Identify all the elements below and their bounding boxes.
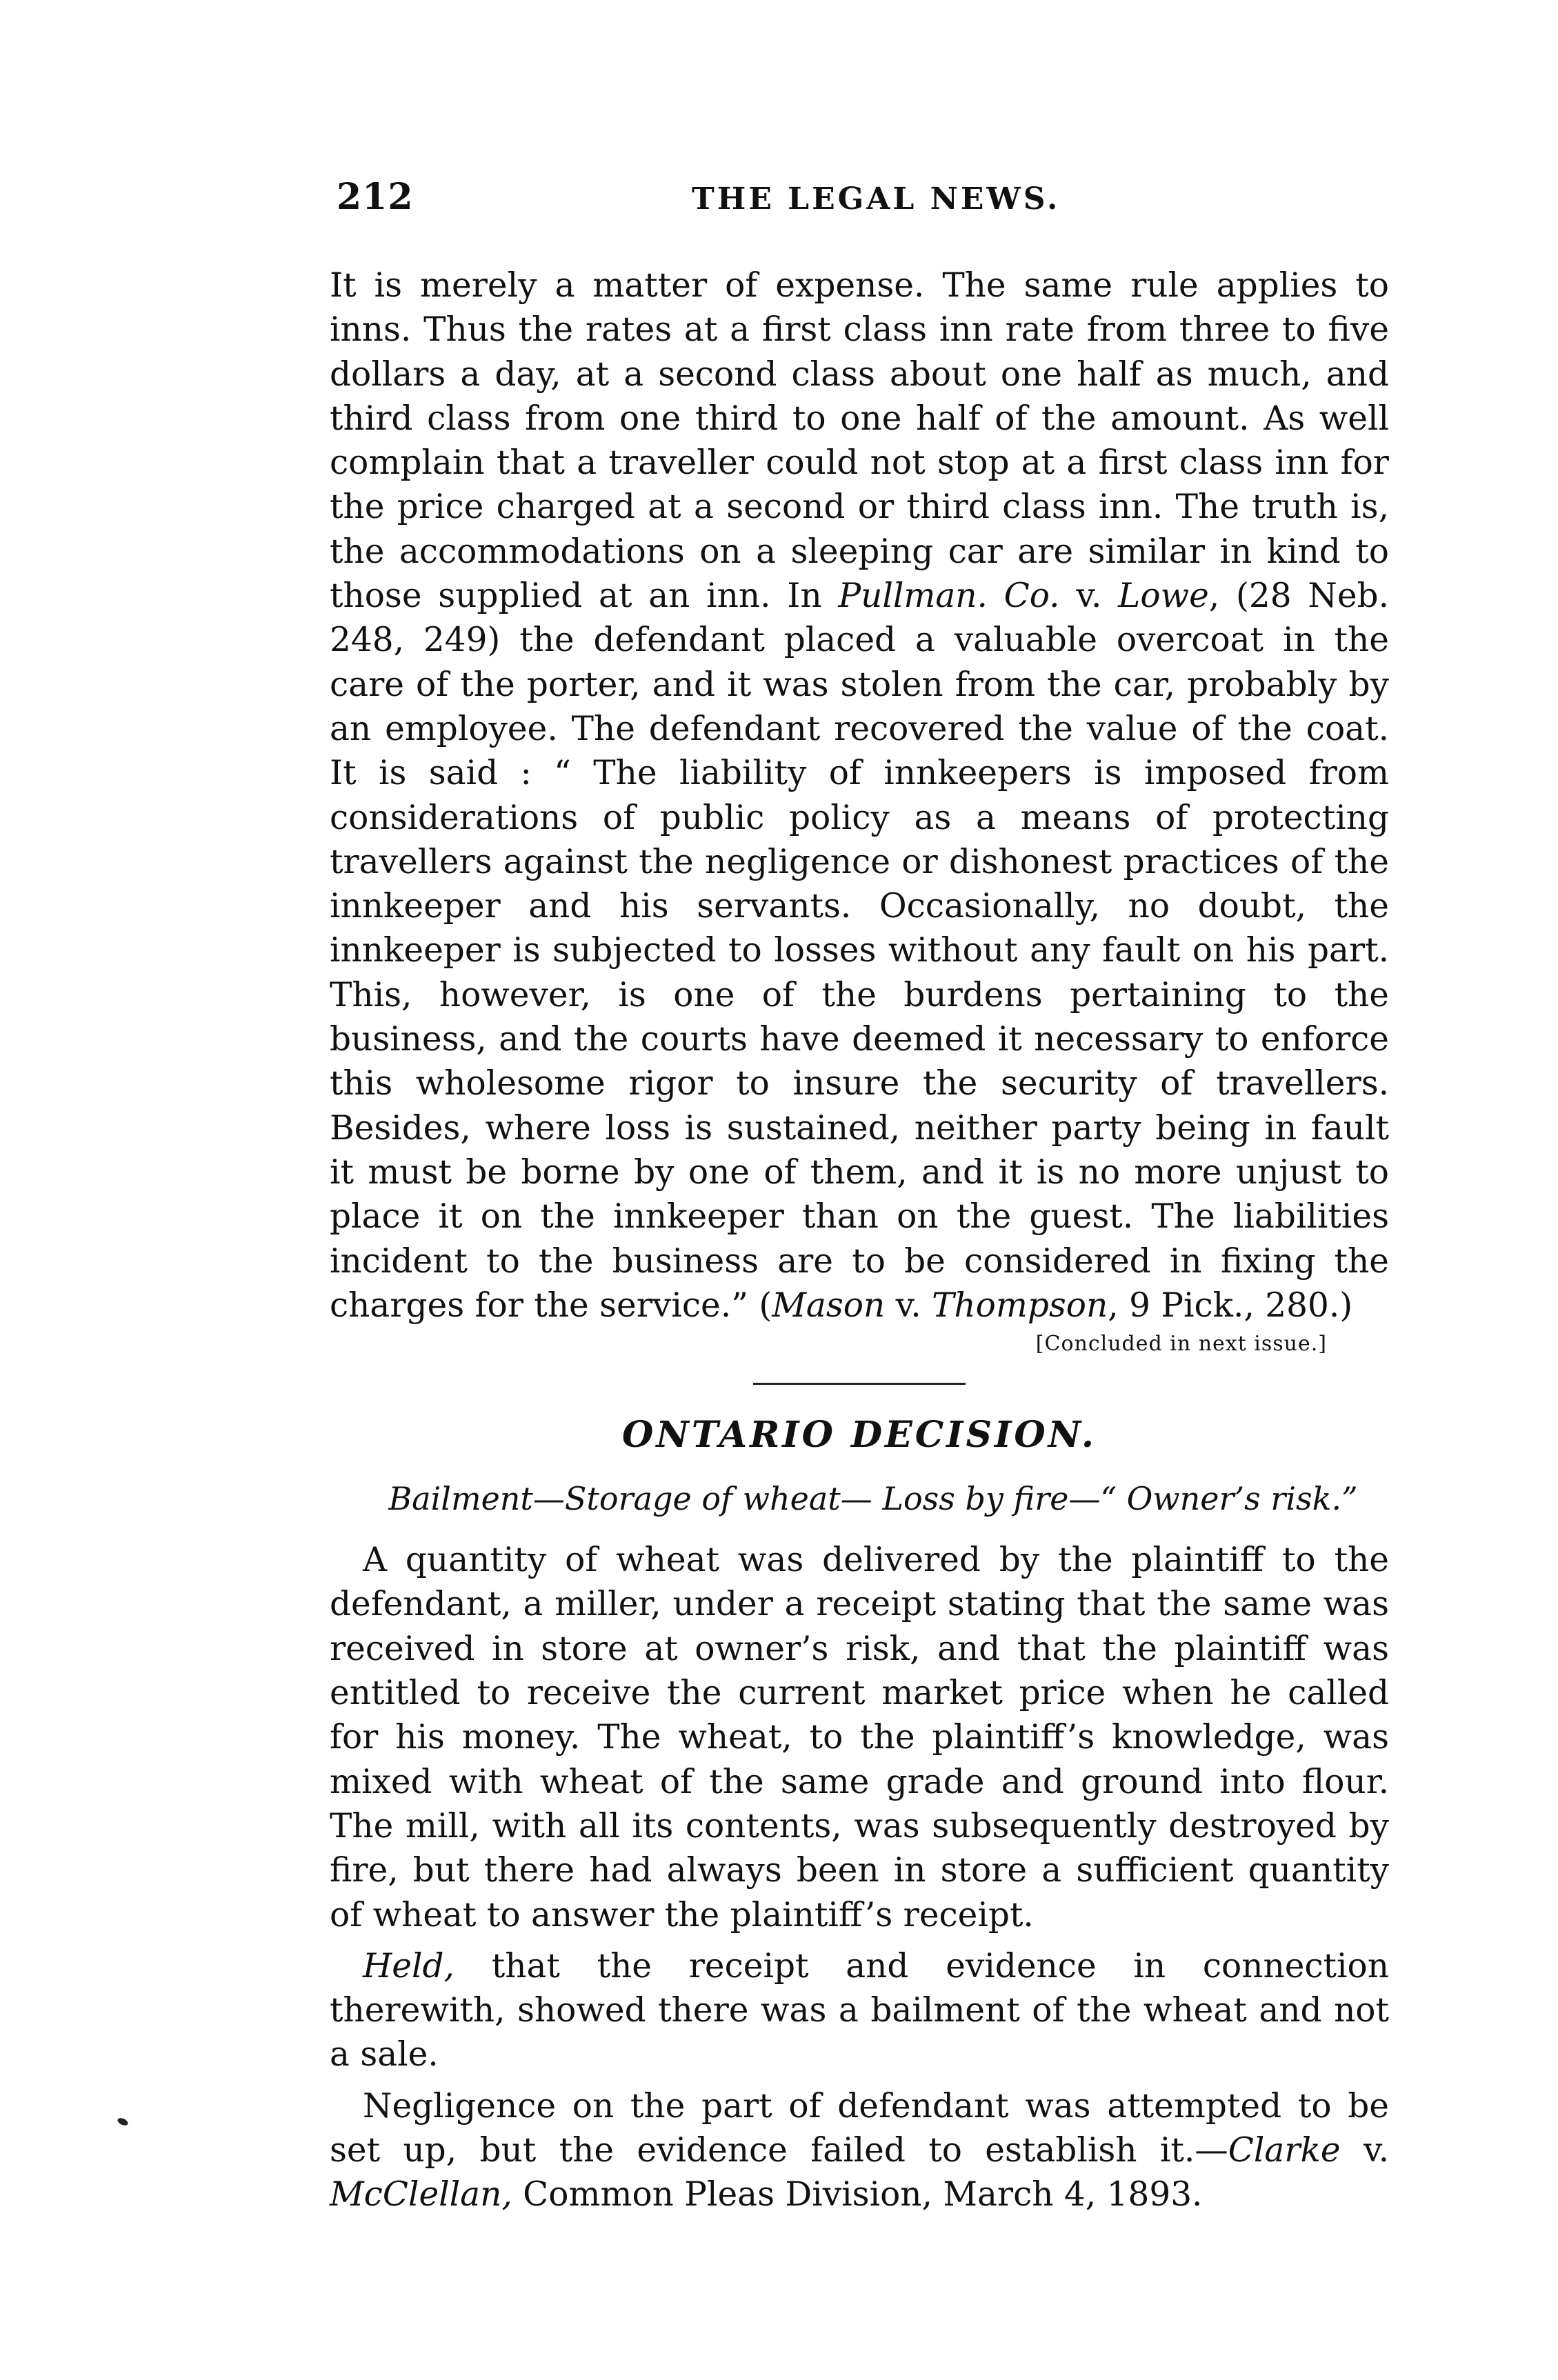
section-title: ONTARIO DECISION. <box>622 1414 1097 1457</box>
text-segment: that the receipt and evidence in connection therewith, showed there was a bailment of the wheat and not a sale. <box>330 1946 1389 2074</box>
versus: v. <box>885 1286 932 1325</box>
text-segment: It is merely a matter of expense. The same rule applies to inns. Thus the rates at a first class inn rate from three to five dollars a day, at a second class about one half as much, and third class from one third to one half of the amount. As well complain that a traveller could not stop at a first class inn for the price charged at a second or third class inn. The truth is, the accommodations on a sleeping car are similar in kind to those supplied at an inn. In <box>330 266 1389 616</box>
citation: , 9 Pick., 280.) <box>1108 1286 1353 1325</box>
body-text <box>330 263 1389 2217</box>
versus: v. <box>1059 577 1119 616</box>
case-name: Lowe <box>1118 577 1209 616</box>
ink-mark <box>117 2117 129 2127</box>
text-segment: , (28 Neb. 248, 249) the defendant placed a valuable overcoat in the care of the porter, and it was stolen from the car, probably by an employee. The defendant recovered the value of the coat. It is said : “ The liability of innkeepers is imposed from considerations of public policy as a means of protecting travellers against the negligence or dishonest practices of the innkeeper and his servants. Occasionally, no doubt, the innkeeper is subjected to losses without any fault on his part. This, however, is one of the burdens pertaining to the business, and the courts have deemed it necessary to enforce this wholesome rigor to insure the security of travellers. Besides, where loss is sustained, neither party being in fault it must be borne by one of them, and it is no more unjust to place it on the innkeeper than on the guest. The liabilities incident to the business are to be considered in fixing the charges for the service.” ( <box>330 577 1389 1325</box>
running-title: THE LEGAL NEWS. <box>692 181 1061 217</box>
concluded-note: [Concluded in next issue.] <box>1035 1332 1327 1357</box>
page-header <box>337 176 1385 231</box>
negligence-paragraph <box>330 2084 1389 2217</box>
page-number: 212 <box>337 176 414 218</box>
case-name: Clarke <box>1228 2130 1341 2170</box>
text-segment: Common Pleas Division, March 4, 1893. <box>512 2175 1203 2214</box>
case-name: Pullman. Co. <box>838 577 1060 616</box>
case-name: Thompson <box>932 1286 1108 1325</box>
holding-paragraph <box>330 1944 1389 2077</box>
text-segment: Negligence on the part of defendant was attempted to be set up, but the evidence failed to establish it.— <box>330 2086 1389 2170</box>
section-divider <box>753 1383 966 1385</box>
held-word: Held, <box>363 1946 455 1986</box>
versus: v. <box>1340 2130 1389 2170</box>
case-name: Mason <box>772 1286 886 1325</box>
case-name: McClellan, <box>330 2175 512 2214</box>
headnote: Bailment—Storage of wheat— Loss by fire—“ Owner’s risk.” <box>388 1480 1358 1518</box>
continuation-paragraph <box>330 263 1389 1328</box>
decision-paragraph: A quantity of wheat was delivered by the plaintiff to the defendant, a miller, under a receipt stating that the same was received in store at owner’s risk, and that the plaintiff was entitled to receive the current market price when he called for his money. The wheat, to the plaintiff’s knowledge, was mixed with wheat of the same grade and ground into flour. The mill, with all its contents, was subsequently destroyed by fire, but there had always been in store a sufficient quantity of wheat to answer the plaintiff’s receipt. <box>330 1541 1389 1934</box>
